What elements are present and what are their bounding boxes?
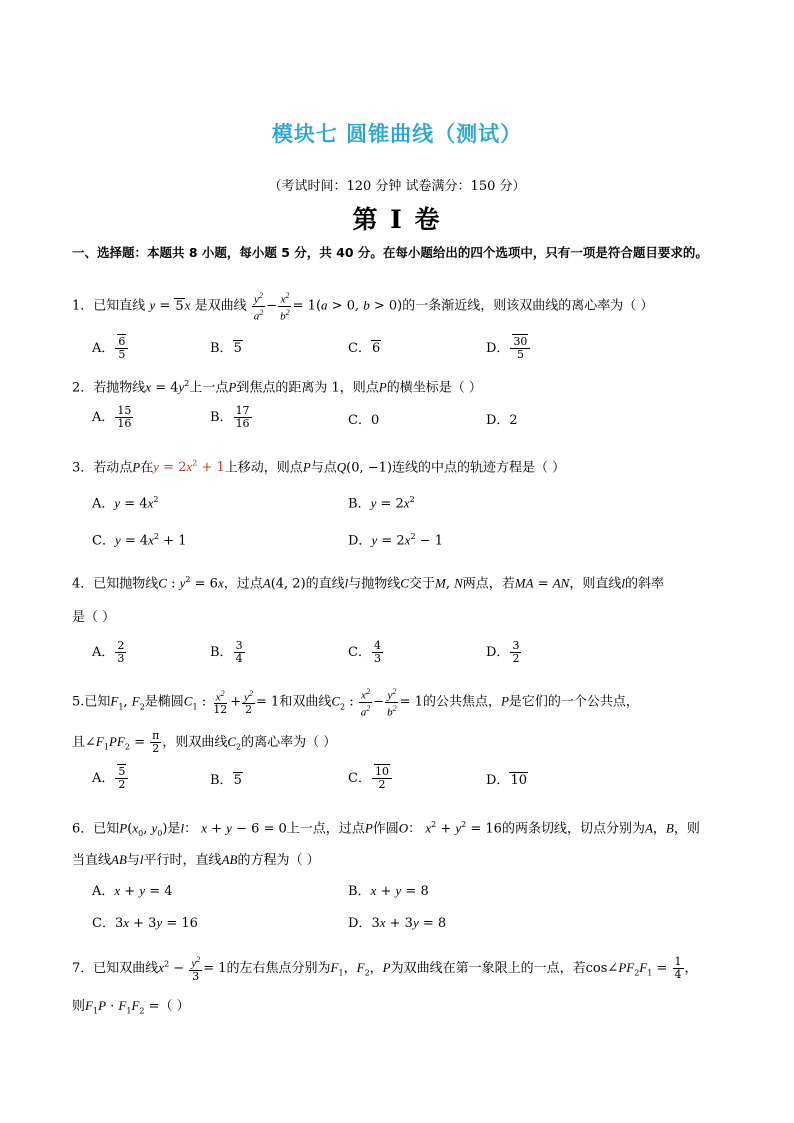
question-5: 5.已知$F_1$, $F_2$是椭圆$C_1$ : $\frac{x^2}{12}$ + $\frac{y^2}{2}$ = 1和双曲线$C_2$ : $\frac{x^2}{a^2}$ − $\frac{y^2}{b^2}$ = 1的公共焦点，P是它们的一个公共点， <box>72 687 639 719</box>
question-7-cont: 则$F_1P \cdot F_1F_2$ =（ ） <box>72 998 190 1016</box>
question-5-cont: 且$\angle F_1PF_2$ = $\frac{\pi}{2}$ ，则双曲线$C_2$的离心率为（ ） <box>72 729 337 755</box>
page-title: 模块七 圆锥曲线（测试） <box>271 122 523 146</box>
option-c[interactable]: C．0 <box>348 413 380 428</box>
question-6-cont: 当直线AB与l平行时，直线AB的方程为（ ） <box>72 852 320 868</box>
option-a[interactable]: A．$y = 4x^2$ <box>92 495 159 512</box>
option-d[interactable]: D．2 <box>486 413 518 428</box>
option-b[interactable]: B．5 <box>210 341 242 356</box>
option-c[interactable]: C．6 <box>348 341 381 356</box>
option-a[interactable]: A． $\frac{2}{3}$ <box>92 639 125 665</box>
option-c[interactable]: C．$y = 4x^2 + 1$ <box>92 532 187 549</box>
option-c[interactable]: C． $\frac{10}{2}$ <box>348 766 393 791</box>
section-heading: 一、选择题：本题共 8 小题，每小题 5 分，共 40 分。在每小题给出的四个选项中，只有一项是符合题目要求的。 <box>72 245 708 260</box>
option-b[interactable]: B． $\frac{3}{4}$ <box>210 639 243 665</box>
option-a[interactable]: A． $\frac{15}{16}$ <box>92 404 132 430</box>
question-4: 4．已知抛物线C : $y^2 = 6x$，过点A(4, 2)的直线l与抛物线C交于M, N两点，若MA = AN，则直线l的斜率 <box>72 575 665 592</box>
option-d[interactable]: D．10 <box>486 773 527 788</box>
option-a[interactable]: A．x + y = 4 <box>92 883 173 899</box>
option-a[interactable]: A． $\frac{6}{5}$ <box>92 336 129 361</box>
option-b[interactable]: B．5 <box>210 773 242 788</box>
option-d[interactable]: D．3x + 3y = 8 <box>348 915 447 931</box>
question-2: 2．若抛物线$x = 4y^2$上一点P到焦点的距离为 1，则点P的横坐标是（ ） <box>72 379 482 396</box>
option-b[interactable]: B．$y = 2x^2$ <box>348 495 415 512</box>
option-b[interactable]: B．x + y = 8 <box>348 883 429 899</box>
question-3: 3．若动点P在$y = 2x^2 + 1$上移动，则点P与点Q(0, −1)连线的中点的轨迹方程是（ ） <box>72 459 566 476</box>
option-d[interactable]: D． $\frac{3}{2}$ <box>486 639 520 665</box>
question-7: 7．已知双曲线$x^2$ − $\frac{y^2}{3}$ = 1的左右焦点分别为$F_1$，$F_2$，P为双曲线在第一象限上的一点，若$\cos\angle PF_2F_1$ = $\frac{1}{4}$ ， <box>72 954 698 983</box>
question-number: 1． <box>72 298 94 314</box>
option-d[interactable]: D． $\frac{30}{5}$ <box>486 336 531 361</box>
volume-heading: 第 I 卷 <box>352 205 442 234</box>
option-b[interactable]: B． $\frac{17}{16}$ <box>210 404 250 430</box>
question-4-cont: 是（ ） <box>72 610 116 625</box>
option-c[interactable]: C．3x + 3y = 16 <box>92 915 198 931</box>
option-c[interactable]: C． $\frac{4}{3}$ <box>348 639 381 665</box>
option-a[interactable]: A． $\frac{5}{2}$ <box>92 766 129 791</box>
question-1: 1．已知直线 y = 5x 是双曲线 $\frac{y^2}{a^2}$ − $\frac{x^2}{b^2}$ = 1(a > 0, b > 0)的一条渐近线，则该双曲线的离心率为（ ） <box>72 291 654 323</box>
option-d[interactable]: D．$y = 2x^2 - 1$ <box>348 532 443 549</box>
exam-info: （考试时间：120 分钟 试卷满分：150 分） <box>268 179 526 194</box>
question-6: 6．已知$P(x_0$, $y_0$)是l： x + y − 6 = 0上一点，过点P作圆O： $x^2 + y^2 = 16$的两条切线，切点分别为A，B，则 <box>72 820 700 838</box>
